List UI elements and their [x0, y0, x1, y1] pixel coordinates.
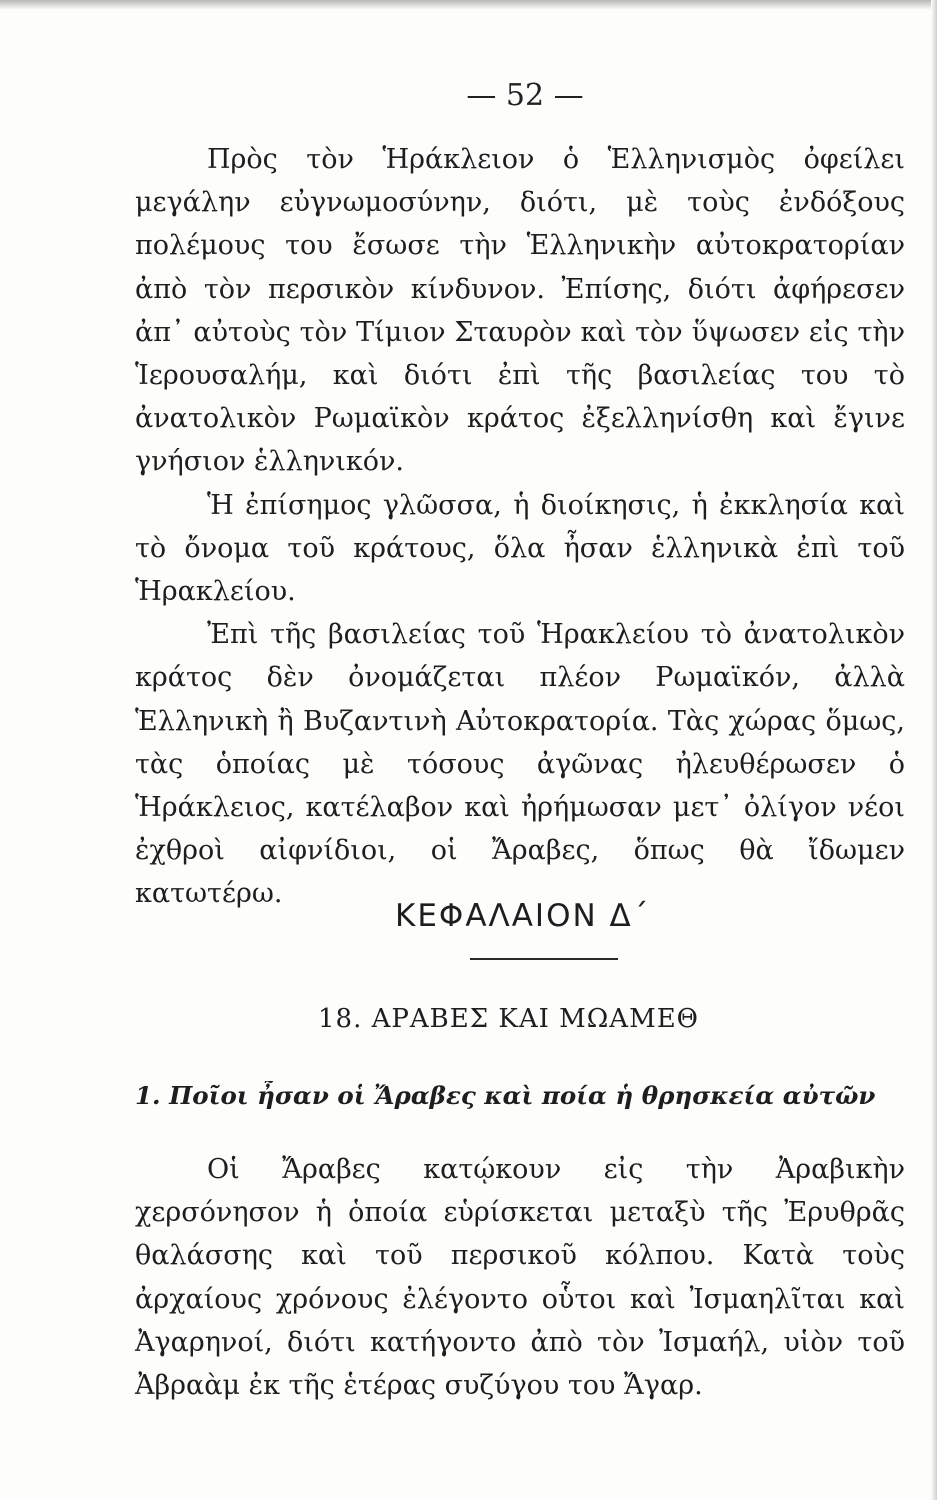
chapter-divider — [470, 958, 618, 960]
subsection-title: 1. Ποῖοι ἦσαν οἱ Ἄραβες καὶ ποία ἡ θρησκεία αὐτῶν — [135, 1081, 876, 1110]
page-top-edge — [0, 0, 937, 10]
page-number: — 52 — — [466, 78, 584, 113]
section-title: 18. ΑΡΑΒΕΣ ΚΑΙ ΜΩΑΜΕΘ — [318, 1004, 700, 1034]
body-text-lower — [135, 1148, 905, 1407]
paragraph-arabs-origin: Οἱ Ἄραβες κατῴκουν εἰς τὴν Ἀραβικὴν χερσόνησον ἡ ὁποία εὑρίσκεται μεταξὺ τῆς Ἐρυθρᾶς θαλάσσης καὶ τοῦ περσικοῦ κόλπου. Κατὰ τοὺς ἀρχαίους χρόνους ἐλέγοντο οὗτοι καὶ Ἰσμαηλῖται καὶ Ἀγαρηνοί, διότι κατήγοντο ἀπὸ τὸν Ἰσμαήλ, υἱὸν τοῦ Ἀβραὰμ ἐκ τῆς ἑτέρας συζύγου του Ἄγαρ. — [135, 1154, 905, 1402]
paragraph-byzantine-empire: Ἐπὶ τῆς βασιλείας τοῦ Ἡρακλείου τὸ ἀνατολικὸν κράτος δὲν ὀνομάζεται πλέον Ρωμαϊκόν, ἀλλὰ Ἑλληνικὴ ἢ Βυζαντινὴ Αὐτοκρατορία. Τὰς χώρας ὅμως, τὰς ὁποίας μὲ τόσους ἀγῶνας ἠλευθέρωσεν ὁ Ἡράκλειος, κατέλαβον καὶ ἠρήμωσαν μετ᾽ ὀλίγον νέοι ἐχθροὶ αἰφνίδιοι, οἱ Ἄραβες, ὅπως θὰ ἴδωμεν κατωτέρω. — [135, 619, 905, 910]
paragraph-heraclius-legacy: Πρὸς τὸν Ἡράκλειον ὁ Ἑλληνισμὸς ὀφείλει μεγάλην εὐγνωμοσύνην, διότι, μὲ τοὺς ἐνδόξους πολέμους του ἔσωσε τὴν Ἑλληνικὴν αὐτοκρατορίαν ἀπὸ τὸν περσικὸν κίνδυνον. Ἐπίσης, διότι ἀφήρεσεν ἀπ᾽ αὐτοὺς τὸν Τίμιον Σταυρὸν καὶ τὸν ὕψωσεν εἰς τὴν Ἱερουσαλήμ, καὶ διότι ἐπὶ τῆς βασιλείας του τὸ ἀνατολικὸν Ρωμαϊκὸν κράτος ἐξελληνίσθη καὶ ἔγινε γνήσιον ἑλληνικόν. — [135, 144, 905, 478]
paragraph-greek-language: Ἡ ἐπίσημος γλῶσσα, ἡ διοίκησις, ἡ ἐκκλησία καὶ τὸ ὄνομα τοῦ κράτους, ὅλα ἦσαν ἑλληνικὰ ἐπὶ τοῦ Ἡρακλείου. — [135, 489, 905, 608]
chapter-title: ΚΕΦΑΛΑΙΟΝ Δ΄ — [395, 898, 651, 934]
page-right-edge — [931, 0, 937, 1500]
body-text-upper — [135, 138, 905, 916]
